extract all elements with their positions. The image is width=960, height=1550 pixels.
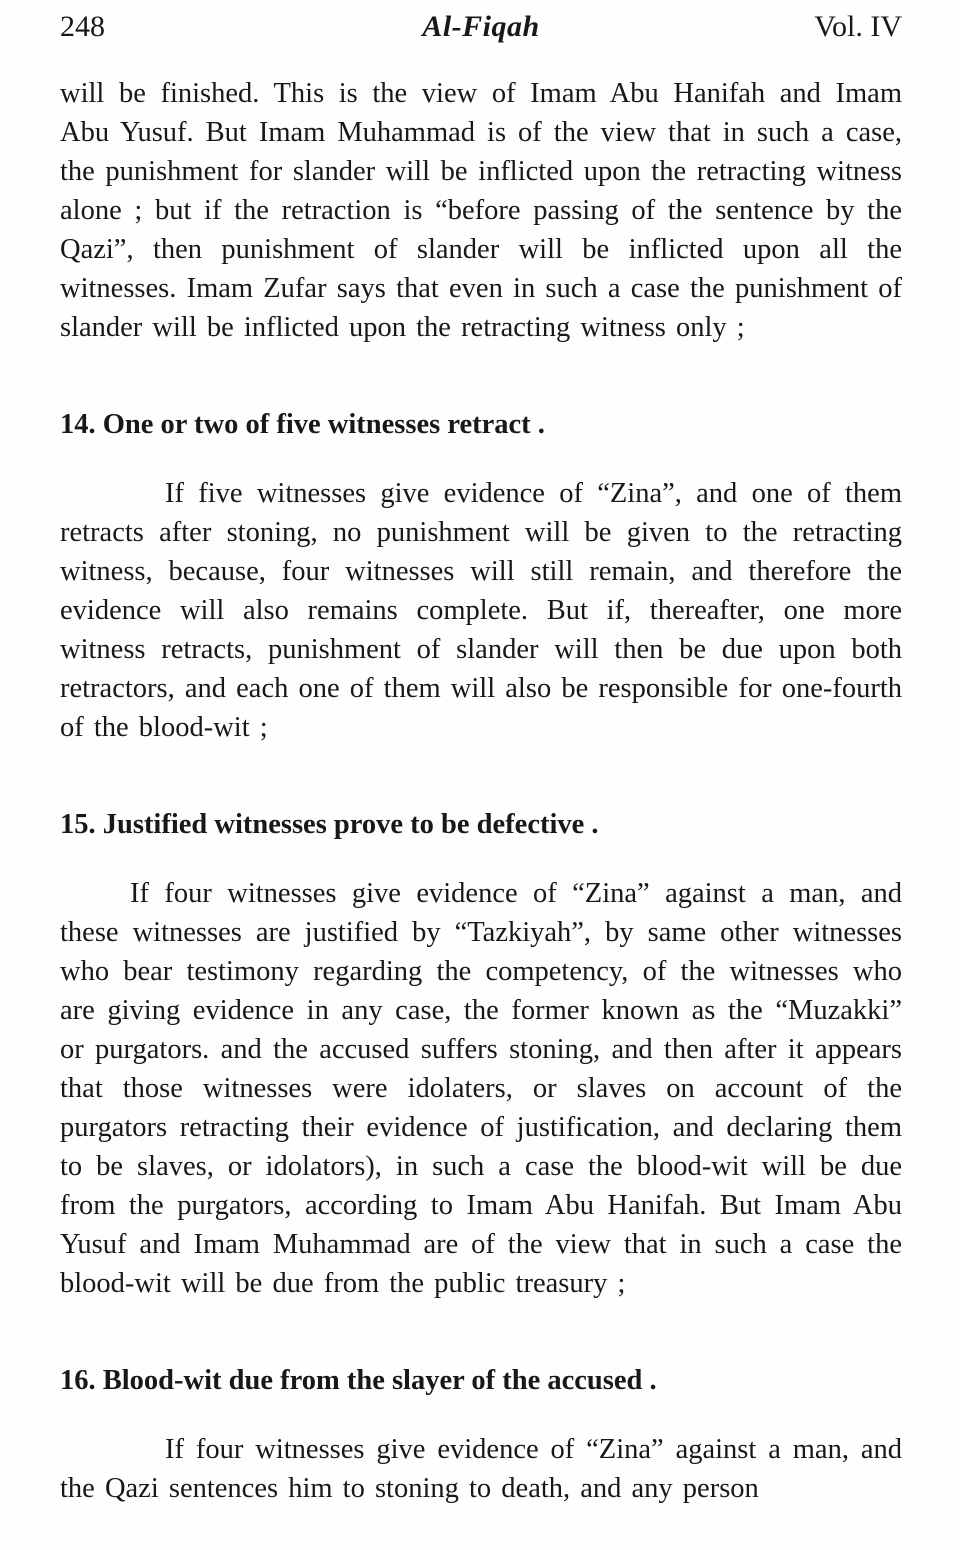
spacer bbox=[60, 1303, 902, 1361]
volume-label: Vol. IV bbox=[814, 10, 902, 43]
spacer bbox=[60, 347, 902, 405]
section-heading-14: 14. One or two of five witnesses retract . bbox=[60, 409, 545, 440]
spacer bbox=[60, 747, 902, 805]
paragraph-section-16: If four witnesses give evidence of “Zina” against a man, and the Qazi sentences him to stoning to death, and any person bbox=[60, 1434, 902, 1504]
section-heading-15: 15. Justified witnesses prove to be defective . bbox=[60, 809, 599, 840]
page-header bbox=[60, 10, 902, 44]
paragraph-section-15: If four witnesses give evidence of “Zina” against a man, and these witnesses are justified by “Tazkiyah”, by same other witnesses who bear testimony regarding the competency, of the witnesses who are giving evidence in any case, the former known as the “Muzakki” or purgators. and the accused suffers stoning, and then after it appears that those witnesses were idolaters, or slaves on account of the purgators retracting their evidence of justification, and declaring them to be slaves, or idolators), in such a case the blood-wit will be due from the purgators, according to Imam Abu Hanifah. But Imam Abu Yusuf and Imam Muhammad are of the view that in such a case the blood-wit will be due from the public treasury ; bbox=[60, 878, 902, 1299]
book-title: Al-Fiqah bbox=[422, 10, 540, 43]
spacer bbox=[60, 844, 902, 874]
spacer bbox=[60, 1400, 902, 1430]
spacer bbox=[60, 444, 902, 474]
page-number: 248 bbox=[60, 10, 105, 43]
paragraph-section-14: If five witnesses give evidence of “Zina”, and one of them retracts after stoning, no punishment will be given to the retracting witness, because, four witnesses will still remain, and therefore the evidence will also remains complete. But if, thereafter, one more witness retracts, punishment of slander will then be due upon both retractors, and each one of them will also be responsible for one-fourth of the blood-wit ; bbox=[60, 478, 902, 743]
section-heading-16: 16. Blood-wit due from the slayer of the accused . bbox=[60, 1365, 657, 1396]
paragraph-continuation: will be finished. This is the view of Imam Abu Hanifah and Imam Abu Yusuf. But Imam Muhammad is of the view that in such a case, the punishment for slander will be inflicted upon the retracting witness alone ; but if the retraction is “before passing of the sentence by the Qazi”, then punishment of slander will be inflicted upon all the witnesses. Imam Zufar says that even in such a case the punishment of slander will be inflicted upon the retracting witness only ; bbox=[60, 78, 902, 343]
